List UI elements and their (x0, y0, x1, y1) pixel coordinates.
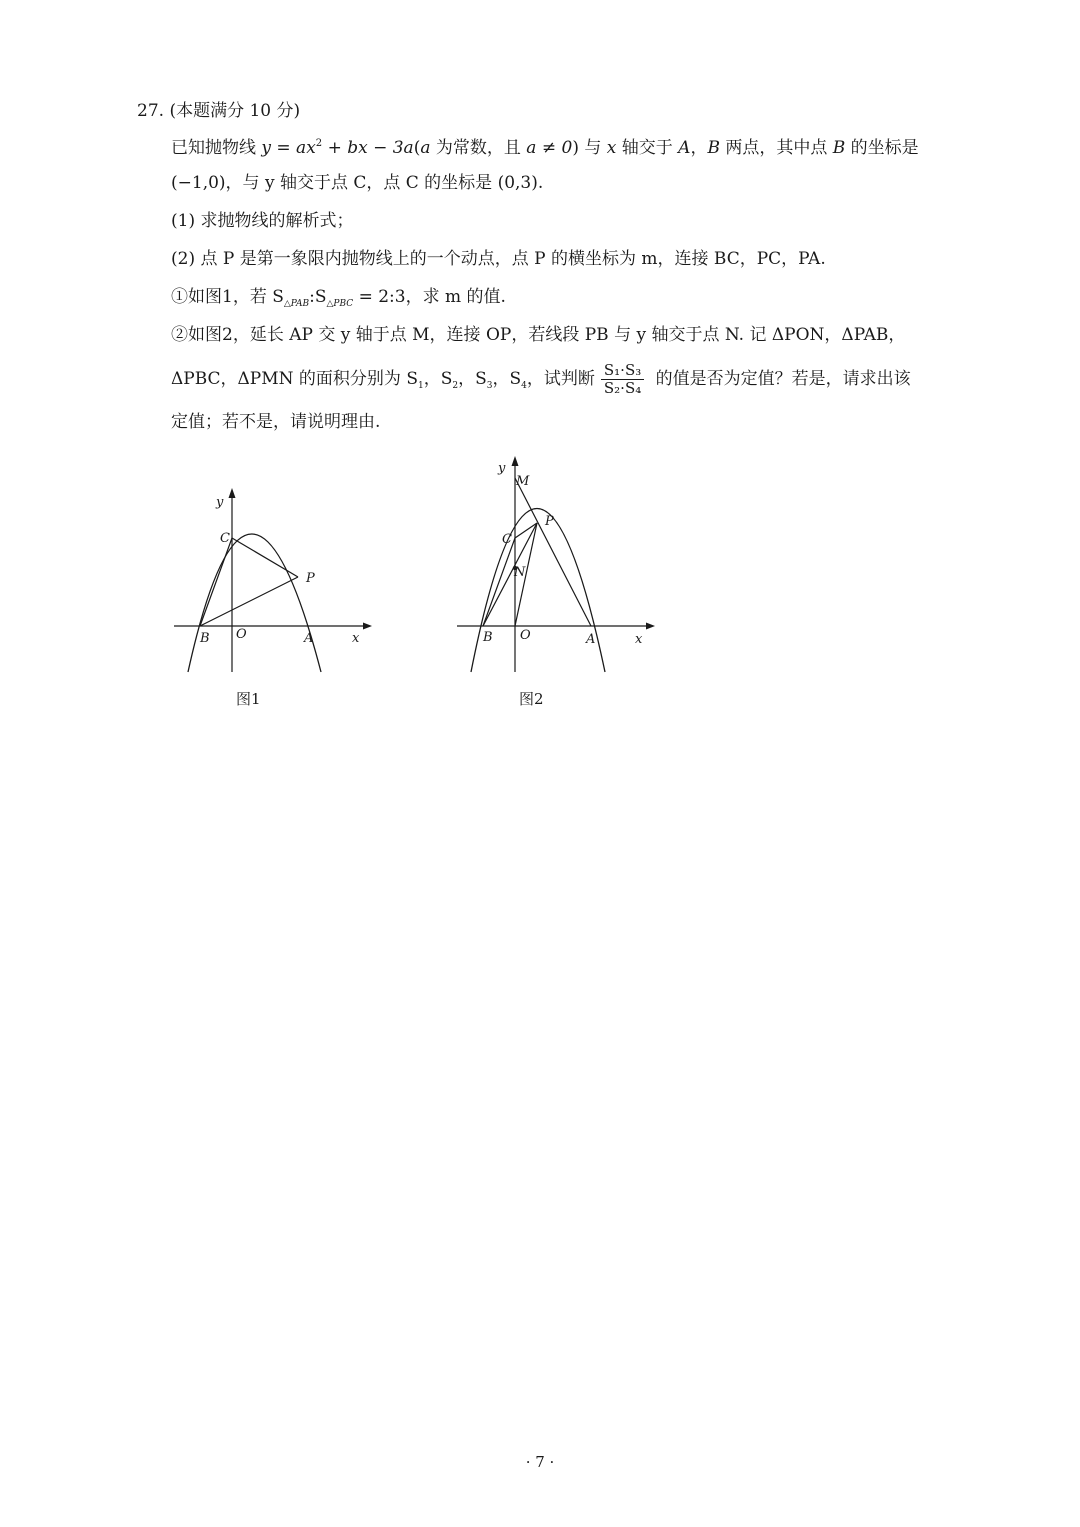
sub2-text: ，试判断 (526, 369, 595, 389)
fraction (601, 362, 644, 397)
segment-BC (483, 538, 515, 626)
sub2-text: ΔPBC，ΔPMN 的面积分别为 S (171, 369, 418, 389)
sub1-text: ①如图1，若 S (171, 287, 284, 307)
label-A: A (304, 631, 314, 646)
sub-question-2-line-3: 定值；若不是，请说明理由. (171, 412, 381, 432)
page-number: · 7 · (525, 1453, 555, 1471)
label-M: M (516, 474, 530, 489)
label-P: P (306, 571, 315, 586)
sub1-text: :S (309, 287, 327, 307)
stem-text: 已知抛物线 (171, 138, 262, 158)
subscript: 4 (521, 381, 527, 391)
label-y: y (216, 495, 224, 510)
label-B: B (483, 630, 493, 645)
sub-question-2-line-1: ②如图2，延长 AP 交 y 轴于点 M，连接 OP，若线段 PB 与 y 轴交于点 N. 记 ΔPON，ΔPAB， (171, 325, 906, 345)
parabola-curve (471, 509, 605, 673)
stem-text: 轴交于 (616, 138, 679, 158)
comma: ， (690, 138, 708, 158)
x-axis-arrow-icon (363, 623, 372, 630)
figure-2-caption: 图2 (519, 690, 544, 708)
subscript: 3 (486, 381, 493, 391)
figure-2 (453, 450, 673, 684)
subscript: △PBC (326, 299, 354, 309)
figure-2-svg (453, 450, 673, 680)
sub1-text: = 2:3，求 m 的值. (353, 287, 506, 307)
equation: y = ax (261, 138, 316, 158)
label-O: O (236, 627, 247, 642)
part-1: (1) 求抛物线的解析式； (171, 211, 354, 231)
fraction-numerator: S₁·S₃ (601, 362, 644, 380)
label-C: C (502, 532, 512, 547)
question-header: 27. (本题满分 10 分) (137, 101, 301, 121)
var-a: a (420, 138, 431, 158)
segment-CP (232, 538, 298, 577)
part-2: (2) 点 P 是第一象限内抛物线上的一个动点，点 P 的横坐标为 m，连接 BC，PC，PA. (171, 249, 826, 269)
stem-text: ) 与 (572, 138, 607, 158)
label-P: P (545, 514, 554, 529)
sub2-text: ，S (423, 369, 453, 389)
point-B: B (832, 138, 846, 158)
fraction-denominator: S₂·S₄ (603, 379, 642, 397)
label-N: N (514, 565, 526, 580)
figure-1 (170, 480, 390, 684)
stem-line-2: (−1,0)，与 y 轴交于点 C，点 C 的坐标是 (0,3). (171, 173, 544, 193)
stem-text: 为常数，且 (430, 138, 527, 158)
segment-AM (515, 478, 591, 626)
y-axis-arrow-icon (229, 488, 236, 498)
figure-1-caption: 图1 (236, 690, 261, 708)
x-axis-arrow-icon (646, 623, 655, 630)
sub2-text: ，S (492, 369, 522, 389)
subscript: △PAB (283, 299, 310, 309)
stem-text: 两点，其中点 (719, 138, 833, 158)
label-x: x (635, 632, 643, 647)
figure-1-svg (170, 480, 390, 680)
sub2-text: 的值是否为定值？若是，请求出该 (650, 369, 911, 389)
sub-question-1 (171, 285, 506, 316)
var-x: x (606, 138, 617, 158)
exponent: 2 (315, 138, 323, 149)
label-B: B (200, 631, 210, 646)
label-C: C (220, 531, 230, 546)
paren: ( (413, 138, 421, 158)
label-O: O (520, 628, 531, 643)
subscript: 1 (417, 381, 424, 391)
label-A: A (586, 632, 596, 647)
condition: a ≠ 0 (526, 138, 573, 158)
y-axis-arrow-icon (512, 456, 519, 466)
sub-question-2-line-2 (171, 362, 911, 398)
label-x: x (352, 631, 360, 646)
sub2-text: ，S (458, 369, 487, 389)
label-y: y (498, 461, 506, 476)
point-A: A (678, 138, 691, 158)
point-B: B (707, 138, 720, 158)
stem-text: 的坐标是 (845, 138, 919, 158)
subscript: 2 (452, 381, 459, 391)
stem-line-1 (171, 132, 919, 160)
equation-tail: + bx − 3a (322, 138, 414, 158)
